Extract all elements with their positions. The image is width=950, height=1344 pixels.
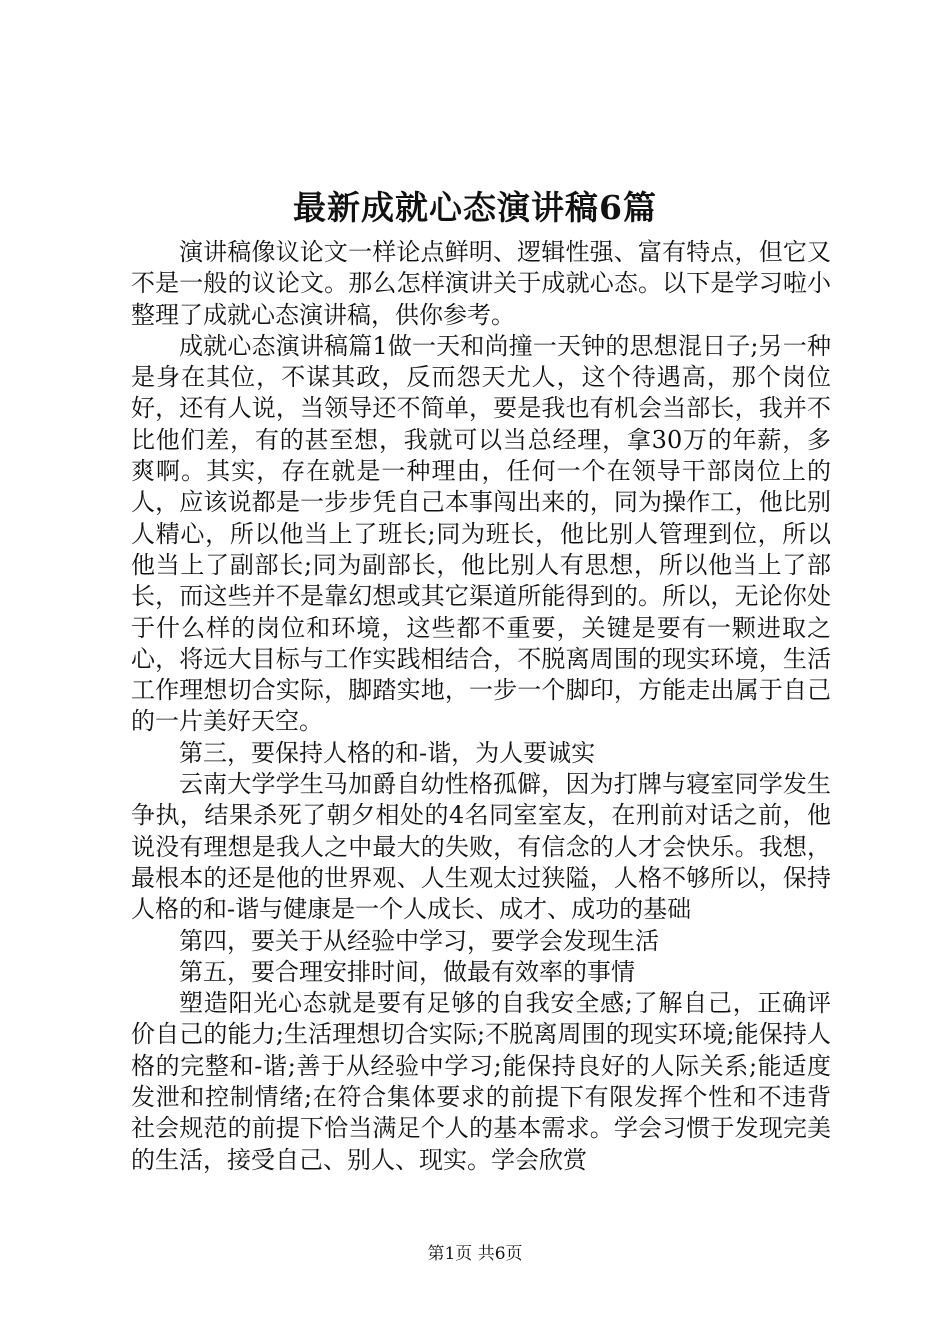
document-title: 最新成就心态演讲稿6篇 (293, 188, 657, 227)
paragraph: 第四，要关于从经验中学习，要学会发现生活 (179, 926, 659, 955)
paragraph: 塑造阳光心态就是要有足够的自我安全感;了解自己，正确评价自己的能力;生活理想切合实际;不脱离周围的现实环境;能保持人格的完整和-谐;善于从经验中学习;能保持良好的人际关系;能适度发泄和控制情绪;在符合集体要求的前提下有限发挥个性和不违背社会规范的前提下恰当满足个人的基本需求。学会习惯于发现完美的生活，接受自己、别人、现实。学会欣赏 (131, 989, 831, 1174)
paragraph: 第三，要保持人格的和-谐，为人要诚实 (179, 738, 596, 767)
paragraph: 第五，要合理安排时间，做最有效率的事情 (179, 957, 635, 986)
page-number-footer: 第1页 共6页 (427, 1244, 523, 1264)
paragraph: 演讲稿像议论文一样论点鲜明、逻辑性强、富有特点，但它又不是一般的议论文。那么怎样演讲关于成就心态。以下是学习啦小整理了成就心态演讲稿，供你参考。 (131, 238, 831, 329)
document-body (131, 237, 831, 1176)
paragraph: 成就心态演讲稿篇1做一天和尚撞一天钟的思想混日子;另一种是身在其位，不谋其政，反而怨天尤人，这个待遇高，那个岗位好，还有人说，当领导还不简单，要是我也有机会当部长，我并不比他们差，有的甚至想，我就可以当总经理，拿30万的年薪，多爽啊。其实，存在就是一种理由，任何一个在领导干部岗位上的人，应该说都是一步步凭自己本事闯出来的，同为操作工，他比别人精心，所以他当上了班长;同为班长，他比别人管理到位，所以他当上了副部长;同为副部长，他比别人有思想，所以他当上了部长，而这些并不是靠幻想或其它渠道所能得到的。所以，无论你处于什么样的岗位和环境，这些都不重要，关键是要有一颗进取之心，将远大目标与工作实践相结合，不脱离周围的现实环境，生活工作理想切合实际，脚踏实地，一步一个脚印，方能走出属于自己的一片美好天空。 (131, 331, 831, 736)
paragraph: 云南大学学生马加爵自幼性格孤僻，因为打牌与寝室同学发生争执，结果杀死了朝夕相处的4名同室室友，在刑前对话之前，他说没有理想是我人之中最大的失败，有信念的人才会快乐。我想，最根本的还是他的世界观、人生观太过狭隘，人格不够所以，保持人格的和-谐与健康是一个人成长、成才、成功的基础 (131, 770, 831, 924)
